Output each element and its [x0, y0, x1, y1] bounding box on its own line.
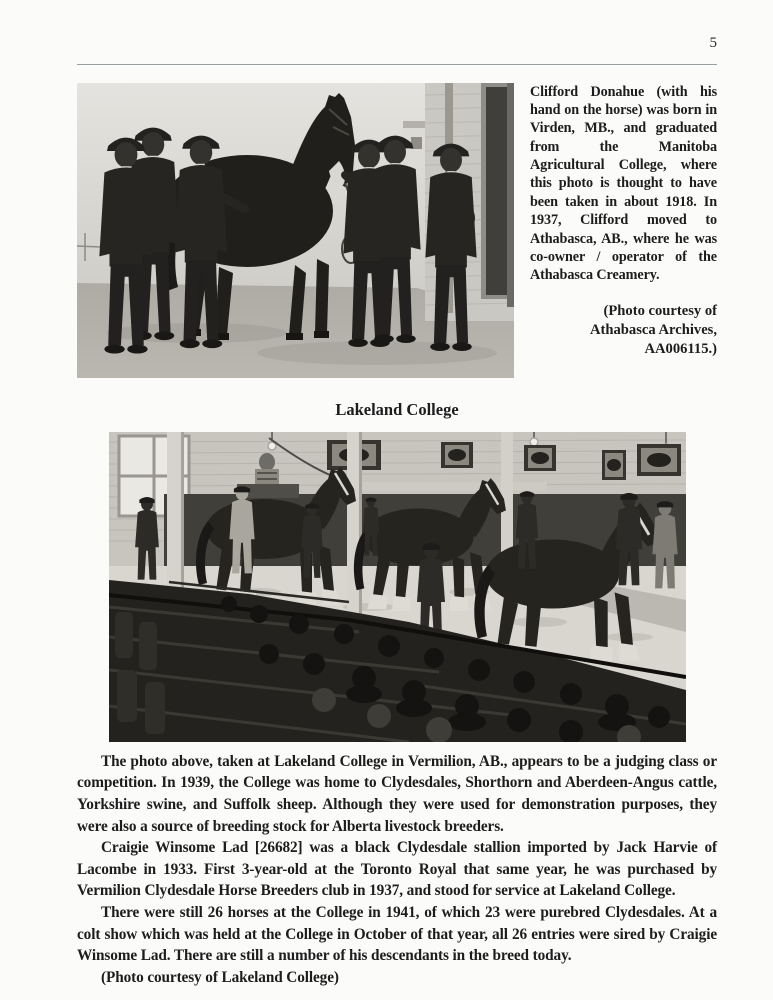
body-paragraph-3: There were still 26 horses at the College in 1941, of which 23 were purebred Clydesdales. At a colt show which was held at the College in October of that year, all 26 entries were sired by Craigie Winsome Lad. There are still a number of his descendants in the breed today.: [77, 903, 717, 965]
photo-credit-lakeland: (Photo courtesy of Lakeland College): [101, 968, 339, 986]
credit-line: AA006115.): [644, 340, 717, 357]
photo-lakeland-judging-illustration: [109, 432, 686, 742]
top-section: [77, 83, 717, 378]
credit-line: Athabasca Archives,: [589, 321, 717, 338]
photo-clifford-donahue-illustration: [77, 83, 514, 378]
body-text: [77, 751, 717, 989]
photo-credit-athabasca: [530, 302, 717, 359]
page-number: 5: [709, 35, 717, 51]
clifford-paragraph: Clifford Donahue (with his hand on the horse) was born in Virden, MB., and graduated from the Manitoba Agricultural College, where this photo is thought to have been taken in about 1918. In 1937, Clifford moved to Athabasca, AB., where he was co-owner / operator of the Athabasca Creamery.: [530, 83, 717, 284]
section-heading: Lakeland College: [335, 399, 459, 419]
header-rule: [77, 64, 717, 65]
body-paragraph-2: Craigie Winsome Lad [26682] was a black Clydesdale stallion imported by Jack Harvie of Lacombe in 1933. First 3-year-old at the Toronto Royal that same year, he was purchased by Vermilion Clydesdale Horse Breeders club in 1937, and stood for service at Lakeland College.: [77, 839, 717, 900]
credit-line: (Photo courtesy of: [603, 302, 717, 319]
photo-lakeland-judging: [109, 432, 686, 742]
side-column: [530, 83, 717, 378]
photo-clifford-donahue: [77, 83, 514, 378]
body-paragraph-1: The photo above, taken at Lakeland College in Vermilion, AB., appears to be a judging class or competition. In 1939, the College was home to Clydesdales, Shorthorn and Aberdeen-Angus cattle, Yorkshire swine, and Suffolk sheep. Although they were used for demonstration purposes, they were also a source of breeding stock for Alberta livestock breeders.: [77, 752, 717, 835]
